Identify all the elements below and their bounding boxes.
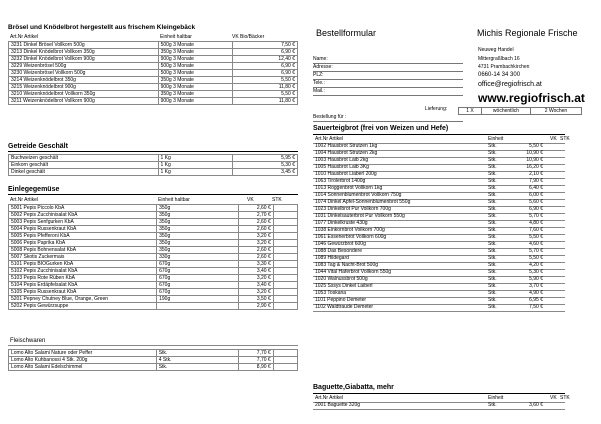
- price-cell: 16,20 €: [526, 164, 543, 170]
- unit-cell: Stk.: [156, 364, 239, 371]
- stk-input[interactable]: [545, 213, 565, 220]
- table-broesel: [8, 41, 298, 105]
- table-row: [9, 240, 298, 247]
- unit-cell: Stk.: [488, 150, 497, 156]
- unit-cell: Stk.: [488, 227, 497, 233]
- table-row: [9, 98, 298, 105]
- price-cell: 5,50 €: [529, 143, 543, 149]
- ordered-for-label: Bestellung für :: [313, 114, 347, 120]
- unit-cell: 350g: [157, 219, 239, 226]
- price-cell: 7,50 €: [233, 42, 298, 49]
- table-row: [9, 364, 298, 371]
- unit-cell: Stk.: [488, 402, 497, 408]
- stk-input[interactable]: [545, 276, 565, 283]
- col-header: Einheit: [488, 395, 504, 401]
- price-cell: 6,90 €: [233, 70, 298, 77]
- table-row: [9, 212, 298, 219]
- article-cell: 1063 Tirolerbrot 1400g: [315, 178, 366, 184]
- table-einlegegemuese: [8, 204, 298, 310]
- unit-cell: 190g: [157, 296, 239, 303]
- price-cell: 6,90 €: [233, 63, 298, 70]
- stk-input[interactable]: [273, 289, 297, 296]
- col-header: Art.Nr Artikel: [315, 395, 344, 401]
- unit-cell: 350g: [157, 205, 239, 212]
- article-cell: 1014 Sonnenblumenbrot Vollkorn 750g: [315, 192, 402, 198]
- unit-cell: Stk.: [488, 269, 497, 275]
- table-row: [9, 233, 298, 240]
- unit-cell: 350g: [157, 240, 239, 247]
- table-row: [9, 42, 298, 49]
- article-cell: 5003 Pepis Senfgurken KbA: [9, 219, 157, 226]
- stk-input[interactable]: [273, 205, 297, 212]
- table-row: [9, 247, 298, 254]
- stk-input[interactable]: [545, 220, 565, 227]
- article-cell: 3214 Weizenknödelbrot 350g: [9, 77, 159, 84]
- contact-line2: Mittergraßlbach 16: [478, 56, 520, 62]
- delivery-2weeks-option[interactable]: 2 Wochen: [530, 107, 582, 115]
- price-cell: 3,20 €: [239, 275, 273, 282]
- article-cell: 5004 Pepis Russenkraut KbA: [9, 226, 157, 233]
- article-cell: 3210 Weizenknödelbrot Vollkorn 350g: [9, 91, 159, 98]
- ordered-for-field[interactable]: [313, 114, 463, 122]
- article-cell: 2001 Baguette 320g: [315, 402, 361, 408]
- plz-label: PLZ:: [313, 72, 324, 78]
- stk-input[interactable]: [545, 402, 565, 409]
- price-cell: 2,70 €: [239, 212, 273, 219]
- price-cell: 10,90 €: [526, 150, 543, 156]
- unit-cell: 500g 3 Monate: [158, 63, 233, 70]
- price-cell: 3,20 €: [239, 233, 273, 240]
- delivery-weekly-option[interactable]: wöchentlich: [481, 107, 531, 115]
- col-header: Art.Nr Artikel: [315, 136, 344, 142]
- article-cell: 1101 Peppino Demeter: [315, 297, 367, 303]
- price-cell: 5,50 €: [529, 255, 543, 261]
- price-cell: 6,90 €: [233, 49, 298, 56]
- unit-cell: Stk.: [488, 297, 497, 303]
- col-header-einheit: Einheit haltbar: [160, 34, 192, 40]
- article-cell: 5102 Pepis Zucchinisalat KbA: [9, 268, 157, 275]
- article-cell: 1002 Hausbrot Strutzen 1kg: [315, 143, 378, 149]
- article-cell: 1010 Hausbrot Liaberl 200g: [315, 171, 377, 177]
- article-cell: 1061 Essenerbrot Vollkorn 600g: [315, 234, 387, 240]
- unit-cell: 670g: [157, 268, 239, 275]
- unit-cell: Stk.: [488, 262, 497, 268]
- unit-cell: 350g: [157, 212, 239, 219]
- unit-cell: 500g 3 Monate: [158, 42, 233, 49]
- article-cell: 3229 Weizenbrösel 500g: [9, 63, 159, 70]
- address-field[interactable]: [313, 64, 463, 72]
- price-cell: 2,60 €: [239, 247, 273, 254]
- stk-input[interactable]: [545, 262, 565, 269]
- table-row: [9, 282, 298, 289]
- table-row: [9, 169, 298, 176]
- list-item: [313, 402, 565, 410]
- unit-cell: Stk.: [488, 199, 497, 205]
- unit-cell: 350g: [157, 233, 239, 240]
- stk-input[interactable]: [273, 275, 297, 282]
- mail-field[interactable]: [313, 88, 463, 96]
- article-cell: Buchweizen geschält: [9, 155, 159, 162]
- price-cell: 2,60 €: [239, 219, 273, 226]
- divider: [313, 393, 565, 394]
- price-cell: 3,45 €: [233, 169, 298, 176]
- stk-input[interactable]: [545, 227, 565, 234]
- unit-cell: Stk.: [488, 220, 497, 226]
- stk-input[interactable]: [273, 226, 297, 233]
- stk-input[interactable]: [545, 206, 565, 213]
- table-row: [9, 205, 298, 212]
- article-cell: 1004 Hausbrot Strutzen 2kg: [315, 150, 378, 156]
- price-cell: 5,50 €: [529, 234, 543, 240]
- stk-input[interactable]: [273, 219, 297, 226]
- section-title-fleischwaren: Fleischwaren: [10, 338, 46, 344]
- stk-input[interactable]: [273, 268, 297, 275]
- article-cell: 5006 Pepis Paprika KbA: [9, 240, 157, 247]
- price-cell: 11,80 €: [233, 98, 298, 105]
- col-header: STK: [560, 136, 570, 142]
- price-cell: 2,60 €: [239, 226, 273, 233]
- price-cell: 3,40 €: [239, 268, 273, 275]
- price-cell: 2,10 €: [529, 171, 543, 177]
- table-row: [9, 261, 298, 268]
- article-cell: 1003 Hausbrot Laib 2kg: [315, 157, 369, 163]
- price-cell: 10,90 €: [526, 157, 543, 163]
- unit-cell: Stk.: [488, 276, 497, 282]
- unit-cell: 670g: [157, 289, 239, 296]
- section-title-sauerteig: Sauerteigbrot (frei von Weizen und Hefe): [313, 125, 449, 132]
- article-cell: 5202 Pepis Gewürzsuppe: [9, 303, 157, 310]
- price-cell: 2,90 €: [239, 303, 273, 310]
- price-cell: 3,60 €: [529, 402, 543, 408]
- stk-input[interactable]: [545, 234, 565, 241]
- col-header: STK: [560, 395, 570, 401]
- unit-cell: Stk.: [488, 290, 497, 296]
- article-cell: 1044 Vital Haferbrot Vollkorn 550g: [315, 269, 392, 275]
- stk-input[interactable]: [273, 233, 297, 240]
- stk-input[interactable]: [273, 247, 297, 254]
- article-cell: 5105 Pepis Russenkraut KbA: [9, 289, 157, 296]
- unit-cell: Stk.: [488, 157, 497, 163]
- article-cell: Lomo Alto Kuhbanossi 4 Stk. 200g: [9, 357, 157, 364]
- stk-input[interactable]: [273, 282, 297, 289]
- price-cell: 3,20 €: [239, 240, 273, 247]
- price-cell: 12,40 €: [233, 56, 298, 63]
- article-cell: 1023 Dinkelbrot Pur Vollkorn 700g: [315, 206, 391, 212]
- stk-input[interactable]: [545, 199, 565, 206]
- unit-cell: 1 Kg: [158, 155, 233, 162]
- article-cell: Dinkel geschält: [9, 169, 159, 176]
- table-row: [9, 289, 298, 296]
- price-cell: 5,60 €: [529, 199, 543, 205]
- unit-cell: Stk.: [488, 304, 497, 310]
- col-header-vk: VK: [247, 197, 254, 203]
- article-cell: 5104 Pepis Erdäpfelsalat KbA: [9, 282, 157, 289]
- col-header: Einheit: [488, 136, 504, 142]
- article-cell: 1031 Dinkelsauterbrot Pur Vollkorn 550g: [315, 213, 405, 219]
- article-cell: 5008 Pepis Bohnensalat KbA: [9, 247, 157, 254]
- stk-input[interactable]: [273, 261, 297, 268]
- unit-cell: 900g 3 Monate: [158, 98, 233, 105]
- section-title-getreide: Getreide Geschält: [8, 143, 68, 150]
- stk-input[interactable]: [545, 164, 565, 171]
- phone-label: Tele.:: [313, 80, 325, 86]
- table-row: [9, 56, 298, 63]
- name-field[interactable]: [313, 56, 463, 64]
- price-cell: 8,90 €: [239, 364, 273, 371]
- divider: [8, 194, 298, 195]
- price-cell: 6,40 €: [529, 185, 543, 191]
- article-cell: Lomo Alto Salami Nature oder Peffer: [9, 350, 157, 357]
- table-row: [9, 155, 298, 162]
- article-cell: 3232 Dinkel Knödelbrot Vollkorn 900g: [9, 56, 159, 63]
- mail-label: Mail.:: [313, 88, 325, 94]
- unit-cell: 500g 3 Monate: [158, 70, 233, 77]
- unit-cell: Stk.: [488, 178, 497, 184]
- phone-field[interactable]: [313, 80, 463, 88]
- price-cell: 5,95 €: [233, 155, 298, 162]
- stk-input[interactable]: [545, 283, 565, 290]
- article-cell: 5201 Pepney Chutney Blue, Orange, Green: [9, 296, 157, 303]
- unit-cell: Stk.: [488, 192, 497, 198]
- article-cell: 1077 Dinkelkruste 430g: [315, 220, 368, 226]
- article-cell: 1088 Das Besondere: [315, 248, 362, 254]
- stk-input[interactable]: [545, 290, 565, 297]
- stk-input[interactable]: [545, 192, 565, 199]
- article-cell: 1020 Walnussbrot 500g: [315, 276, 368, 282]
- unit-cell: Stk.: [488, 234, 497, 240]
- divider: [8, 151, 298, 152]
- table-row: [9, 49, 298, 56]
- divider: [8, 345, 298, 346]
- unit-cell: 670g: [157, 282, 239, 289]
- col-header-vk: VK Bio/Bäcker: [232, 34, 265, 40]
- price-cell: 3,30 €: [239, 261, 273, 268]
- price-cell: 5,90 €: [529, 276, 543, 282]
- price-cell: 3,20 €: [239, 289, 273, 296]
- unit-cell: Stk.: [488, 283, 497, 289]
- article-cell: 1038 Einkornbrot Vollkorn 700g: [315, 227, 385, 233]
- article-cell: Einkorn geschält: [9, 162, 159, 169]
- unit-cell: 350g: [157, 226, 239, 233]
- col-header-einheit: Einheit haltbar: [158, 197, 190, 203]
- stk-input[interactable]: [545, 269, 565, 276]
- unit-cell: 670g: [157, 261, 239, 268]
- price-cell: 11,80 €: [233, 84, 298, 91]
- stk-input[interactable]: [273, 303, 297, 310]
- stk-input[interactable]: [545, 248, 565, 255]
- unit-cell: 350g 3 Monate: [158, 49, 233, 56]
- stk-input[interactable]: [273, 350, 297, 357]
- table-row: [9, 268, 298, 275]
- article-cell: 1102 Waldtraude Demeter: [315, 304, 374, 310]
- price-cell: 5,70 €: [529, 248, 543, 254]
- contact-phone: 0660-14 34 300: [478, 72, 521, 78]
- price-cell: 4,80 €: [529, 220, 543, 226]
- table-row: [9, 77, 298, 84]
- price-cell: 2,60 €: [239, 205, 273, 212]
- unit-cell: Stk.: [488, 171, 497, 177]
- unit-cell: 330g: [157, 254, 239, 261]
- price-cell: 4,90 €: [529, 290, 543, 296]
- article-cell: 3215 Weizenknödelbrot 900g: [9, 84, 159, 91]
- brand-name: Michis Regionale Frische: [477, 28, 578, 38]
- unit-cell: Stk.: [156, 350, 239, 357]
- unit-cell: 4 Stk.: [156, 357, 239, 364]
- article-cell: 1025 Sssys Dinkel Laiberl: [315, 283, 373, 289]
- price-cell: 3,40 €: [239, 282, 273, 289]
- table-row: [9, 275, 298, 282]
- stk-input[interactable]: [545, 185, 565, 192]
- contact-line3: 4731 Prambachkirchen: [478, 64, 530, 70]
- article-cell: 5101 Pepis BIOGurken KbA: [9, 261, 157, 268]
- article-cell: 1005 Hausbrot Laib 3Kg: [315, 164, 369, 170]
- article-cell: 1083 Tag & Nacht-Brot 500g: [315, 262, 379, 268]
- stk-input[interactable]: [545, 241, 565, 248]
- stk-input[interactable]: [545, 150, 565, 157]
- stk-input[interactable]: [545, 157, 565, 164]
- article-cell: 1046 Gewürzbrot 600g: [315, 241, 366, 247]
- table-row: [9, 84, 298, 91]
- price-cell: 7,70 €: [239, 357, 273, 364]
- stk-input[interactable]: [273, 212, 297, 219]
- stk-input[interactable]: [545, 304, 565, 311]
- table-row: [9, 162, 298, 169]
- stk-input[interactable]: [545, 255, 565, 262]
- price-cell: 5,30 €: [233, 162, 298, 169]
- stk-input[interactable]: [545, 297, 565, 304]
- unit-cell: 1 Kg: [158, 169, 233, 176]
- article-cell: Lomo Alto Salami Edelschimmel: [9, 364, 157, 371]
- section-title-baguette: Baguette,Giabatta, mehr: [313, 384, 394, 391]
- stk-input[interactable]: [273, 296, 297, 303]
- article-cell: 3230 Weizenbrösel Vollkorn 500g: [9, 70, 159, 77]
- price-cell: 7,60 €: [529, 227, 543, 233]
- table-row: [9, 91, 298, 98]
- price-cell: 7,50 €: [529, 304, 543, 310]
- stk-input[interactable]: [545, 143, 565, 150]
- stk-input[interactable]: [273, 254, 297, 261]
- article-cell: 5001 Pepis Piccolo KbA: [9, 205, 157, 212]
- price-cell: 2,60 €: [239, 254, 273, 261]
- table-row: [9, 357, 298, 364]
- stk-input[interactable]: [273, 240, 297, 247]
- address-label: Adresse:: [313, 64, 333, 70]
- price-cell: 5,50 €: [233, 77, 298, 84]
- table-row: [9, 219, 298, 226]
- table-row: [9, 226, 298, 233]
- unit-cell: Stk.: [488, 241, 497, 247]
- unit-cell: 670g: [157, 275, 239, 282]
- table-row: [9, 254, 298, 261]
- price-cell: 6,00 €: [529, 192, 543, 198]
- unit-cell: 900g 3 Monate: [158, 84, 233, 91]
- article-cell: 1053 Toskana: [315, 290, 347, 296]
- plz-field[interactable]: [313, 72, 463, 80]
- contact-email[interactable]: office@regiofrisch.at: [478, 81, 542, 88]
- section-title-broesel: Brösel und Knödelbrot hergestellt aus frischem Kleingebäck: [8, 24, 196, 31]
- stk-input[interactable]: [545, 171, 565, 178]
- delivery-once-option[interactable]: 1 X: [458, 107, 482, 115]
- unit-cell: 900g 3 Monate: [158, 56, 233, 63]
- unit-cell: 350g 3 Monate: [158, 77, 233, 84]
- col-header-art: Art.Nr Artikel: [10, 197, 39, 203]
- unit-cell: [157, 303, 239, 310]
- col-header-art: Art.Nr Artikel: [10, 34, 39, 40]
- unit-cell: 1 Kg: [158, 162, 233, 169]
- price-cell: 5,30 €: [529, 269, 543, 275]
- table-row: [9, 303, 298, 310]
- price-cell: 5,50 €: [233, 91, 298, 98]
- divider: [313, 134, 565, 135]
- article-cell: 1089 Hildegard: [315, 255, 349, 261]
- article-cell: 3231 Dinkel Brösel Vollkorn 500g: [9, 42, 159, 49]
- col-header-stk: STK: [272, 197, 282, 203]
- unit-cell: 350g: [157, 247, 239, 254]
- price-cell: 3,50 €: [239, 296, 273, 303]
- unit-cell: 350g 3 Monate: [158, 91, 233, 98]
- contact-line1: Neuweg Handel: [478, 47, 514, 53]
- price-cell: 3,70 €: [529, 283, 543, 289]
- unit-cell: Stk.: [488, 164, 497, 170]
- website-link[interactable]: www.regiofrisch.at: [478, 91, 585, 105]
- table-getreide: [8, 154, 298, 176]
- table-fleischwaren: [8, 349, 298, 371]
- form-title: Bestellformular: [316, 28, 377, 38]
- col-header: VK: [550, 136, 557, 142]
- unit-cell: Stk.: [488, 185, 497, 191]
- stk-input[interactable]: [273, 364, 297, 371]
- price-cell: 5,70 €: [529, 213, 543, 219]
- price-cell: 6,95 €: [529, 297, 543, 303]
- price-cell: 7,70 €: [239, 350, 273, 357]
- price-cell: 4,60 €: [529, 241, 543, 247]
- unit-cell: Stk.: [488, 255, 497, 261]
- stk-input[interactable]: [273, 357, 297, 364]
- name-label: Name:: [313, 56, 328, 62]
- list-item: [313, 304, 565, 312]
- unit-cell: Stk.: [488, 206, 497, 212]
- stk-input[interactable]: [545, 178, 565, 185]
- price-cell: 6,90 €: [529, 206, 543, 212]
- article-cell: 3211 Weizenknödelbrot Vollkorn 900g: [9, 98, 159, 105]
- unit-cell: Stk.: [488, 248, 497, 254]
- section-title-einlegegemuese: Einlegegemüse: [8, 186, 60, 193]
- table-row: [9, 296, 298, 303]
- article-cell: 1074 Dinkel Apfel-Sonnenblumenbrot 550g: [315, 199, 411, 205]
- price-cell: 4,20 €: [529, 262, 543, 268]
- delivery-label: Lieferung:: [425, 106, 448, 112]
- table-row: [9, 70, 298, 77]
- unit-cell: Stk.: [488, 143, 497, 149]
- article-cell: 5007 Skotis Zuckermais: [9, 254, 157, 261]
- table-row: [9, 63, 298, 70]
- article-cell: 5005 Pepis Pfefferoni KbA: [9, 233, 157, 240]
- price-cell: 7,90 €: [529, 178, 543, 184]
- article-cell: 5103 Pepis Rote Rüben KbA: [9, 275, 157, 282]
- article-cell: 1013 Roggenbrot Vollkorn 1kg: [315, 185, 383, 191]
- unit-cell: Stk.: [488, 213, 497, 219]
- col-header: VK: [550, 395, 557, 401]
- article-cell: 5002 Pepis Zucchinisalat KbA: [9, 212, 157, 219]
- article-cell: 3213 Dinkel Knödelbrot Vollkorn 350g: [9, 49, 159, 56]
- table-row: [9, 350, 298, 357]
